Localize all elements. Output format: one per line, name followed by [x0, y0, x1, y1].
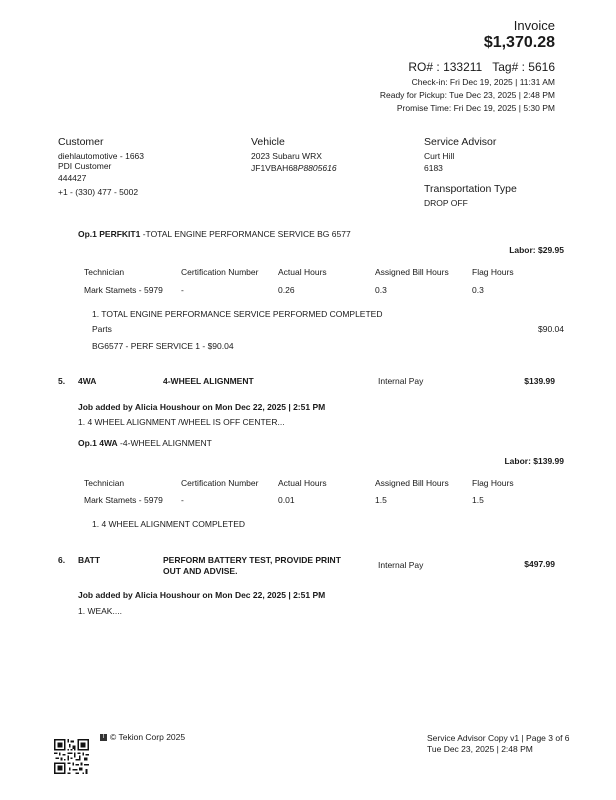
job5-th-actual-hours: Actual Hours [278, 478, 327, 488]
invoice-total: $1,370.28 [483, 34, 555, 51]
job6-description-line1: PERFORM BATTERY TEST, PROVIDE PRINT [163, 555, 341, 565]
customer-id: 444427 [58, 173, 87, 183]
vehicle-heading: Vehicle [251, 136, 285, 148]
job5-code: 4WA [78, 376, 97, 386]
perfkit-td-flag-hours: 0.3 [472, 285, 484, 295]
qr-code [54, 739, 89, 774]
job5-th-certification: Certification Number [181, 478, 259, 488]
footer-copyright: © Tekion Corp 2025 [110, 732, 186, 742]
customer-phone: +1 - (330) 477 - 5002 [58, 187, 139, 197]
job5-td-actual-hours: 0.01 [278, 495, 295, 505]
job5-labor: Labor: $139.99 [504, 456, 564, 466]
service-advisor-id: 6183 [424, 163, 443, 173]
vehicle-vin [251, 163, 337, 173]
perfkit-td-assigned-bill-hours: 0.3 [375, 285, 387, 295]
tekion-logo-icon: T [101, 734, 106, 741]
job6-amount: $497.99 [524, 559, 555, 569]
job5-td-certification: - [181, 495, 184, 505]
ro-label: RO# : [408, 60, 440, 74]
job6-description-line2: OUT AND ADVISE. [163, 566, 238, 576]
perfkit-th-certification: Certification Number [181, 267, 259, 277]
job5-td-technician: Mark Stamets - 5979 [84, 495, 163, 505]
job5-added-by: Job added by Alicia Houshour on Mon Dec 22, 2025 | 2:51 PM [78, 402, 326, 412]
promise-time: Promise Time: Fri Dec 19, 2025 | 5:30 PM [396, 103, 555, 113]
perfkit-td-actual-hours: 0.26 [278, 285, 295, 295]
vin-suffix: P8805616 [297, 163, 337, 173]
footer-copy-info: Service Advisor Copy v1 | Page 3 of 6 [427, 733, 570, 743]
job5-pay-type: Internal Pay [378, 376, 424, 386]
service-advisor-heading: Service Advisor [424, 136, 497, 148]
tag-number: 5616 [528, 60, 555, 74]
job5-op-code: Op.1 4WA [78, 438, 118, 448]
job6-code: BATT [78, 555, 101, 565]
perfkit-th-technician: Technician [84, 267, 125, 277]
tag-label: Tag# : [492, 60, 525, 74]
footer-brand [100, 732, 185, 742]
job6-pay-type: Internal Pay [378, 560, 424, 570]
customer-heading: Customer [58, 136, 104, 148]
job6-number: 6. [58, 555, 66, 565]
vin-prefix: JF1VBAH68 [251, 163, 298, 173]
job5-op-desc: -4-WHEEL ALIGNMENT [117, 438, 212, 448]
parts-label: Parts [92, 324, 112, 334]
document-type: Invoice [513, 18, 555, 33]
ro-tag-line [408, 60, 555, 74]
parts-amount: $90.04 [538, 324, 564, 334]
service-advisor-name: Curt Hill [424, 151, 455, 161]
perfkit-th-flag-hours: Flag Hours [472, 267, 514, 277]
job5-concern: 1. 4 WHEEL ALIGNMENT /WHEEL IS OFF CENTER... [78, 417, 285, 427]
vehicle-model: 2023 Subaru WRX [251, 151, 322, 161]
op-perfkit-labor: Labor: $29.95 [509, 245, 564, 255]
op-perfkit-title [78, 229, 351, 239]
op-perfkit-code: Op.1 PERFKIT1 [78, 229, 141, 239]
perfkit-th-actual-hours: Actual Hours [278, 267, 327, 277]
job6-added-by: Job added by Alicia Houshour on Mon Dec 22, 2025 | 2:51 PM [78, 590, 326, 600]
perfkit-td-technician: Mark Stamets - 5979 [84, 285, 163, 295]
job5-th-assigned-bill-hours: Assigned Bill Hours [375, 478, 449, 488]
op-perfkit-desc: -TOTAL ENGINE PERFORMANCE SERVICE BG 6577 [140, 229, 351, 239]
job5-td-assigned-bill-hours: 1.5 [375, 495, 387, 505]
customer-line1: diehlautomotive - 1663 [58, 151, 145, 161]
customer-line2: PDI Customer [58, 161, 112, 171]
job5-th-flag-hours: Flag Hours [472, 478, 514, 488]
perfkit-note: 1. TOTAL ENGINE PERFORMANCE SERVICE PERFORMED COMPLETED [92, 309, 383, 319]
transportation-heading: Transportation Type [424, 183, 517, 195]
transportation-value: DROP OFF [424, 198, 468, 208]
job5-note: 1. 4 WHEEL ALIGNMENT COMPLETED [92, 519, 246, 529]
job5-number: 5. [58, 376, 66, 386]
job6-concern: 1. WEAK.... [78, 606, 122, 616]
footer-printed: Tue Dec 23, 2025 | 2:48 PM [427, 744, 533, 754]
job5-amount: $139.99 [524, 376, 555, 386]
ready-for-pickup-time: Ready for Pickup: Tue Dec 23, 2025 | 2:48 PM [379, 90, 555, 100]
perfkit-td-certification: - [181, 285, 184, 295]
job5-op-title [78, 438, 212, 448]
ro-number: 133211 [443, 60, 483, 74]
perfkit-th-assigned-bill-hours: Assigned Bill Hours [375, 267, 449, 277]
check-in-time: Check-in: Fri Dec 19, 2025 | 11:31 AM [411, 77, 555, 87]
part-line: BG6577 - PERF SERVICE 1 - $90.04 [92, 341, 234, 351]
job5-td-flag-hours: 1.5 [472, 495, 484, 505]
job5-description: 4-WHEEL ALIGNMENT [163, 376, 254, 386]
job5-th-technician: Technician [84, 478, 125, 488]
